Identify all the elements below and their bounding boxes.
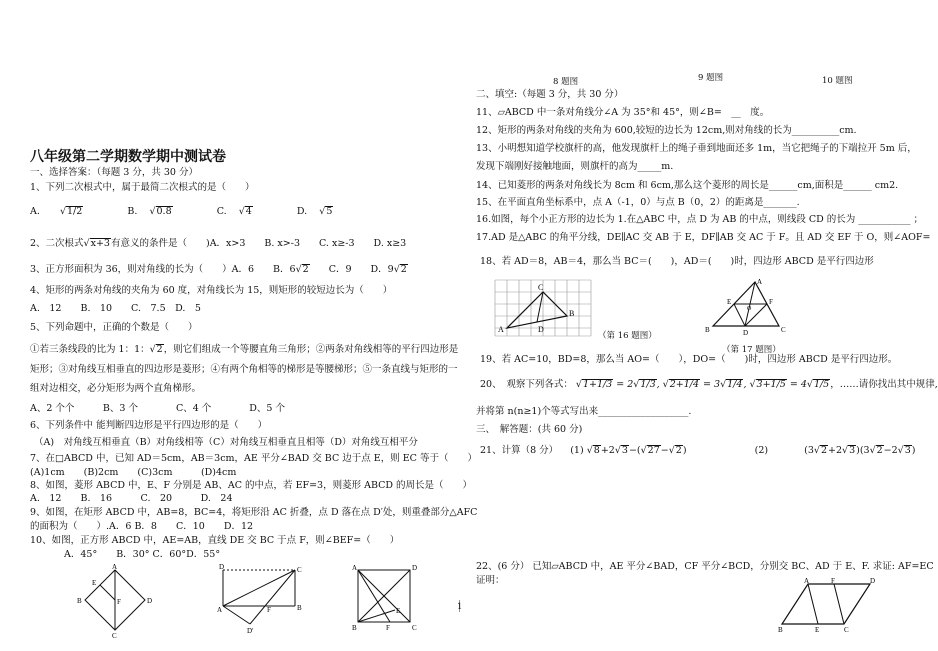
option-b-label: B.: [127, 206, 138, 217]
svg-text:E: E: [92, 579, 97, 587]
svg-text:A: A: [352, 564, 358, 572]
svg-text:F: F: [267, 606, 271, 614]
svg-text:E: E: [815, 626, 820, 634]
svg-text:F: F: [386, 624, 390, 632]
question-20-equations: √1+1/3 = 2√1/3, √2+1/4 = 3√1/4, √3+1/5 = 4√1/5: [575, 379, 830, 390]
question-17: 17.AD 是△ABC 的角平分线，DE∥AC 交 AB 于 E，DF∥AB 交 AC 于 F。且 AD 交 EF 于 O，则∠AOF=: [476, 232, 931, 243]
question-8-options: A. 12 B. 16 C. 20 D. 24: [30, 493, 233, 504]
svg-text:D: D: [538, 325, 544, 334]
question-16: 16.如图，每个小正方形的边长为 1.在△ABC 中，点 D 为 AB 的中点，则线段 CD 的长为 ___________ ；: [476, 214, 924, 225]
section-2-heading: 二、填空:（每题 3 分，共 30 分）: [476, 89, 624, 100]
svg-text:B: B: [297, 604, 302, 612]
question-4: 4、矩形的两条对角线的夹角为 60 度，对角线长为 15，则矩形的较短边长为（ ）: [30, 285, 393, 296]
svg-text:C: C: [412, 624, 417, 632]
figure-17-triangle: [703, 276, 793, 338]
svg-text:C: C: [297, 566, 302, 574]
question-10: 10、如图，正方形 ABCD 中，AE=AB，直线 DE 交 BC 于点 F，则∠BEF=（ ）: [30, 535, 400, 546]
svg-text:D: D: [412, 564, 418, 572]
svg-text:C: C: [112, 632, 117, 640]
svg-text:A: A: [804, 577, 810, 585]
question-9-line-2: 的面积为（ ）.A．6 B．8 C．10 D．12: [30, 521, 254, 532]
question-13-line-2: 发现下端刚好接触地面，则旗杆的高为_____m.: [476, 161, 674, 172]
page-title: 八年级第二学期数学期中测试卷: [30, 149, 226, 165]
question-13-line-1: 13、小明想知道学校旗杆的高，他发现旗杆上的绳子垂到地面还多 1m，当它把绳子的下端拉开 5m 后，: [476, 143, 917, 154]
fig8-label: 8 题图: [553, 77, 579, 87]
option-d-value: √5: [319, 206, 333, 217]
option-d-label: D.: [296, 206, 308, 217]
question-5-line-2: 矩形；③对角线互相垂直的四边形是菱形；④有两个角相等的梯形是等腰梯形；⑤一条直线与矩形的一: [30, 364, 458, 375]
svg-text:O: O: [747, 306, 752, 312]
figure-16-grid-triangle: [491, 276, 596, 341]
question-6-options: （A) 对角线互相垂直（B）对角线相等（C）对角线互相垂直且相等（D）对角线互相平分: [34, 437, 418, 448]
figure-10-square: [348, 562, 423, 637]
question-2: 2、二次根式√x+3有意义的条件是（ )A．x>3 B. x>-3 C. x≥-3 D. x≥3: [30, 238, 407, 249]
option-b-value: √0.8: [149, 206, 172, 217]
option-a-value: √1/2: [59, 206, 83, 217]
svg-text:A: A: [112, 563, 118, 571]
question-20-prompt: 并将第 n(n≥1)个等式写出来___________________.: [476, 406, 692, 417]
question-1: 1、下列二次根式中，属于最简二次根式的是（ ）: [30, 182, 255, 193]
question-5-line-1: ①若三条线段的比为 1：1：√2，则它们组成一个等腰直角三角形；②两条对角线相等的平行四边形是: [30, 344, 459, 355]
question-5: 5、下列命题中，正确的个数是（ ）: [30, 322, 198, 333]
option-c-label: C.: [216, 206, 227, 217]
svg-text:A: A: [498, 325, 504, 334]
question-18: 18、若 AD＝8，AB＝4，那么当 BC＝( )，AD＝( )时，四边形 ABCD 是平行四边形: [480, 256, 874, 267]
figure-9-folded-rectangle: [215, 562, 305, 637]
page-marker: 1: [457, 602, 463, 612]
option-a-label: A.: [30, 206, 40, 217]
option-c-value: √4: [238, 206, 252, 217]
section-1-heading: 一、选择答案：（每题 3 分，共 30 分）: [30, 167, 198, 178]
question-5-line-3: 组对边相交，必分矩形为两个直角梯形。: [30, 383, 202, 394]
question-15: 15、在平面直角坐标系中，点 A（-1，0）与点 B（0，2）的距离是_______.: [476, 197, 800, 208]
question-3: 3、正方形面积为 36，则对角线的长为（ ）A．6 B．6√2 C．9 D．9√2: [30, 264, 407, 275]
svg-text:D: D: [870, 577, 876, 585]
svg-text:E: E: [727, 298, 732, 306]
svg-text:B: B: [569, 309, 575, 318]
question-9-line-1: 9、如图，在矩形 ABCD 中，AB=8，BC=4，将矩形沿 AC 折叠，点 D 落在点 D′处，则重叠部分△AFC: [30, 507, 478, 518]
question-6: 6、下列条件中 能判断四边形是平行四边形的是（ ）: [30, 420, 268, 431]
svg-text:B: B: [352, 624, 357, 632]
svg-text:B: B: [705, 326, 710, 334]
question-21-expression-1: √8+2√3−(√27−√2): [586, 445, 687, 456]
svg-text:F: F: [769, 298, 773, 306]
question-19: 19、若 AC=10，BD=8，那么当 AO=（ ），DO=（ )时，四边形 ABCD 是平行四边形。: [480, 354, 898, 365]
svg-text:D: D: [147, 597, 153, 605]
fig9-label: 9 题图: [698, 73, 724, 83]
svg-text:C: C: [538, 283, 544, 292]
question-7-options: (A)1cm (B)2cm (C)3cm (D)4cm: [30, 467, 237, 478]
figure-8-rhombus: [75, 562, 155, 642]
svg-text:C: C: [844, 626, 849, 634]
svg-text:E: E: [396, 607, 401, 615]
svg-text:C: C: [781, 326, 786, 334]
svg-text:B: B: [778, 626, 783, 634]
svg-text:D: D: [743, 329, 749, 337]
question-14: 14、已知菱形的两条对角线长为 8cm 和 6cm,那么这个菱形的周长是______cm,面积是______ cm2.: [476, 180, 899, 191]
svg-text:A: A: [757, 278, 763, 286]
question-8: 8、如图，菱形 ABCD 中，E、F 分别是 AB、AC 的中点，若 EF=3，则菱形 ABCD 的周长是（ ）: [30, 480, 473, 491]
figure-17-caption: （第 17 题图）: [722, 345, 781, 355]
svg-text:F: F: [831, 577, 835, 585]
svg-text:F: F: [117, 598, 121, 606]
question-21-expression-2: (3√2+2√3)(3√2−2√3): [804, 445, 916, 456]
question-11: 11、▱ABCD 中一条对角线分∠A 为 35°和 45°，则∠B= __ 度。: [476, 107, 770, 118]
section-3-heading: 三、 解答题：(共 60 分): [476, 424, 583, 435]
question-7: 7、在□ABCD 中，已知 AD＝5cm，AB＝3cm，AE 平分∠BAD 交 BC 边于点 E，则 EC 等于（ ）: [30, 453, 477, 464]
question-5-options: A、2 个个 B、3 个 C、4 个 D、5 个: [30, 403, 285, 414]
question-20: 20、 观察下列各式： √1+1/3 = 2√1/3, √2+1/4 = 3√1/4, √3+1/5 = 4√1/5，……请你找出其中规律,: [480, 379, 938, 390]
fig10-label: 10 题图: [822, 76, 853, 86]
figure-16-caption: （第 16 题图）: [598, 331, 657, 341]
svg-text:D: D: [219, 563, 225, 571]
question-12: 12、矩形的两条对角线的夹角为 600,较短的边长为 12cm,则对角线的长为__________cm.: [476, 125, 857, 136]
figure-22-parallelogram: [778, 574, 878, 634]
question-10-options: A．45° B．30° C．60°D．55°: [64, 549, 221, 560]
svg-text:D′: D′: [247, 627, 254, 635]
question-22-line-1: 22、(6 分） 已知▱ABCD 中，AE 平分∠BAD，CF 平分∠BCD，分别交 BC、AD 于 E、F. 求证: AF=EC: [476, 561, 934, 572]
svg-text:A: A: [217, 606, 223, 614]
question-22-line-2: 证明：: [476, 575, 505, 586]
svg-text:B: B: [77, 597, 82, 605]
question-1-options: [30, 206, 333, 218]
question-21: 21、计算（8 分） (1) √8+2√3−(√27−√2) (2) (3√2+2√3)(3√2−2√3): [480, 445, 916, 456]
question-4-options: A. 12 B. 10 C. 7.5 D. 5: [30, 303, 201, 314]
